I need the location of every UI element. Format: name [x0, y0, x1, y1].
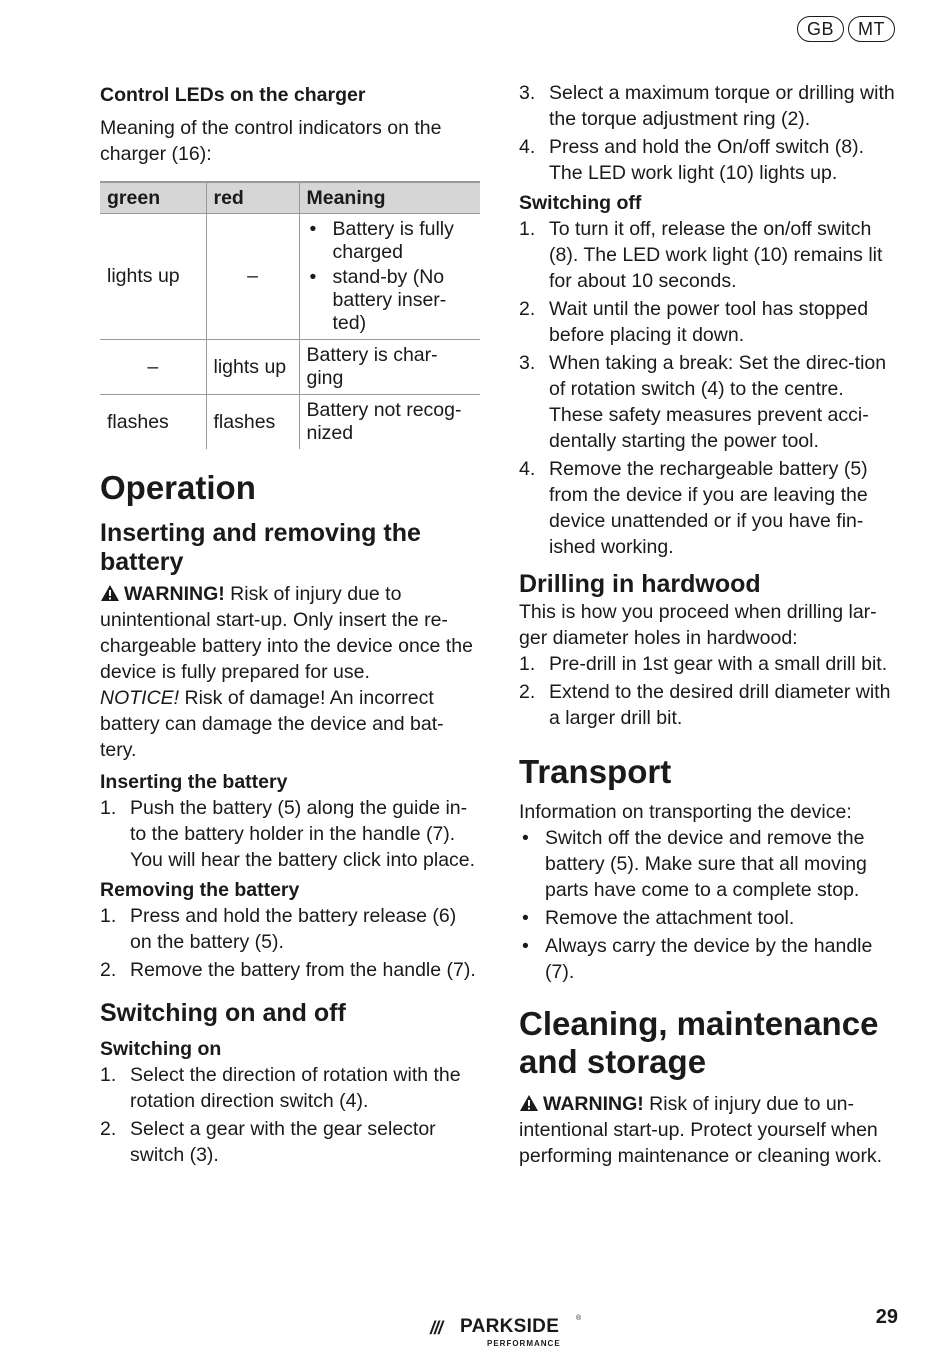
logo-registered-mark: ® [576, 1315, 582, 1322]
list-item-text: Always carry the device by the handle (7). [545, 935, 873, 983]
step-text: Remove the rechargeable battery (5) from the device if you are leaving the device unattended or if you have fin-ished working. [549, 458, 868, 558]
table-cell-red: – [206, 214, 299, 340]
table-header-meaning: Meaning [299, 182, 480, 214]
table-cell-red: flashes [206, 395, 299, 450]
table-cell-green: – [100, 340, 206, 395]
table-header-red: red [206, 182, 299, 214]
step-text: Wait until the power tool has stopped before placing it down. [549, 298, 869, 346]
warning-label: WARNING! [124, 583, 225, 605]
list-item [519, 80, 901, 132]
list-item [519, 296, 901, 348]
table-row [100, 214, 480, 340]
logo-brand: PARKSIDE [460, 1316, 560, 1337]
step-text: Press and hold the battery release (6) on the battery (5). [130, 905, 457, 953]
bullet: • [309, 218, 317, 240]
removing-steps [100, 903, 480, 983]
drilling-title: Drilling in hardwood [519, 570, 761, 598]
step-text: When taking a break: Set the direc-tion of rotation switch (4) to the centre. These safety measures prevent acci-dentally starting the power tool. [549, 352, 887, 452]
page-number: 29 [875, 1306, 898, 1328]
step-number: 2. [100, 959, 117, 981]
table-cell-green: lights up [100, 214, 206, 340]
switching-on-heading: Switching on [100, 1038, 222, 1060]
language-badge-mt: MT [848, 16, 895, 42]
step-number: 1. [100, 905, 117, 927]
list-item [519, 456, 901, 560]
cleaning-title: Cleaning, maintenance and storage [519, 1005, 879, 1080]
list-item [307, 266, 474, 335]
switching-on-steps [100, 1062, 480, 1168]
notice-paragraph [100, 685, 480, 763]
step-text: Press and hold the On/off switch (8). The LED work light (10) lights up. [549, 136, 865, 184]
step-text: Select a maximum torque or drilling with the torque adjustment ring (2). [549, 82, 895, 130]
bullet: • [522, 907, 529, 929]
step-number: 3. [519, 82, 536, 104]
parkside-logo [430, 1315, 590, 1351]
list-item-text: Battery is fully charged [332, 218, 454, 263]
table-cell-meaning: Battery is char-ging [299, 340, 480, 395]
list-item [519, 905, 901, 931]
list-item [100, 795, 480, 873]
drilling-intro: This is how you proceed when drilling lar-ger diameter holes in hardwood: [519, 601, 877, 649]
control-leds-heading: Control LEDs on the charger [100, 84, 366, 106]
list-item [100, 957, 480, 983]
right-column [519, 80, 901, 1169]
step-number: 1. [100, 797, 117, 819]
step-number: 4. [519, 136, 536, 158]
bullet: • [522, 935, 529, 957]
table-cell-red: lights up [206, 340, 299, 395]
table-cell-green: flashes [100, 395, 206, 450]
language-badges [797, 16, 895, 42]
table-row [100, 395, 480, 450]
inserting-steps [100, 795, 480, 873]
switching-on-steps-continued [519, 80, 901, 186]
transport-title: Transport [519, 753, 672, 790]
cleaning-warning-text: Risk of injury due to un-intentional start-up. Protect yourself when performing maintenance or cleaning work. [519, 1093, 883, 1167]
step-text: Push the battery (5) along the guide in-to the battery holder in the handle (7). You will hear the battery click into place. [130, 797, 476, 871]
step-number: 2. [519, 298, 536, 320]
warning-text: Risk of injury due to unintentional start-up. Only insert the re-chargeable battery into the device once the device is fully prepared for use. [100, 583, 473, 683]
language-badge-gb: GB [797, 16, 844, 42]
drilling-steps [519, 651, 901, 731]
warning-triangle-icon [519, 1094, 539, 1112]
bullet: • [309, 266, 317, 288]
bullet: • [522, 827, 529, 849]
list-item [100, 903, 480, 955]
removing-heading: Removing the battery [100, 879, 300, 901]
list-item [519, 134, 901, 186]
operation-title: Operation [100, 469, 256, 506]
logo-subtitle: PERFORMANCE [487, 1339, 561, 1348]
logo-stripes: /// [430, 1318, 443, 1338]
list-item [519, 679, 901, 731]
step-text: Pre-drill in 1st gear with a small drill bit. [549, 653, 888, 675]
list-item [100, 1116, 480, 1168]
warning-triangle-icon [100, 584, 120, 602]
step-number: 4. [519, 458, 536, 480]
switching-off-steps [519, 216, 901, 560]
inserting-removing-title: Inserting and removing the battery [100, 519, 421, 576]
step-number: 1. [519, 653, 536, 675]
table-row [100, 340, 480, 395]
notice-text: Risk of damage! An incorrect battery can damage the device and bat-tery. [100, 687, 444, 761]
step-text: Select the direction of rotation with the rotation direction switch (4). [130, 1064, 461, 1112]
inserting-heading: Inserting the battery [100, 771, 288, 793]
step-text: Extend to the desired drill diameter with a larger drill bit. [549, 681, 891, 729]
table-cell-meaning [299, 214, 480, 340]
list-item [307, 218, 474, 264]
transport-bullets [519, 825, 901, 985]
step-number: 1. [100, 1064, 117, 1086]
cleaning-warning-label: WARNING! [543, 1093, 644, 1115]
list-item [519, 216, 901, 294]
switching-title: Switching on and off [100, 999, 346, 1027]
warning-paragraph [100, 581, 480, 685]
list-item [519, 350, 901, 454]
table-header-row [100, 182, 480, 214]
step-text: To turn it off, release the on/off switch (8). The LED work light (10) remains lit for about 10 seconds. [549, 218, 883, 292]
step-number: 2. [519, 681, 536, 703]
control-leds-table [100, 181, 480, 449]
list-item [100, 1062, 480, 1114]
cleaning-warning-paragraph [519, 1091, 901, 1169]
list-item-text: Switch off the device and remove the battery (5). Make sure that all moving parts have come to a complete stop. [545, 827, 867, 901]
control-leds-intro: Meaning of the control indicators on the charger (16): [100, 117, 442, 165]
step-text: Select a gear with the gear selector switch (3). [130, 1118, 436, 1166]
list-item [519, 933, 901, 985]
table-header-green: green [100, 182, 206, 214]
notice-label: NOTICE! [100, 687, 180, 709]
left-column [100, 80, 480, 1170]
step-number: 3. [519, 352, 536, 374]
step-text: Remove the battery from the handle (7). [130, 959, 476, 981]
list-item [519, 825, 901, 903]
list-item [519, 651, 901, 677]
switching-off-heading: Switching off [519, 192, 642, 214]
step-number: 1. [519, 218, 536, 240]
list-item-text: Remove the attachment tool. [545, 907, 795, 929]
list-item-text: stand-by (No battery inser-ted) [332, 266, 447, 334]
table-cell-meaning: Battery not recog-nized [299, 395, 480, 450]
step-number: 2. [100, 1118, 117, 1140]
transport-intro: Information on transporting the device: [519, 801, 852, 823]
